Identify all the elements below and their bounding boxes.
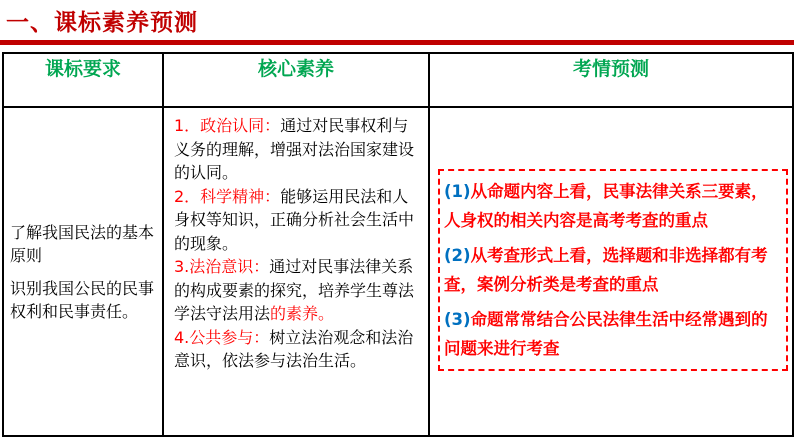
literacy-label: 2．科学精神： (174, 186, 281, 206)
literacy-item (174, 255, 422, 326)
requirement-item: 了解我国民法的基本原则 (10, 222, 155, 265)
forecast-text: 民事法律关系三要素，人身权的相关内容是高考考查的重点 (444, 181, 768, 230)
literacy-text: 通过对民事法律关系的构成要素的探究，培养学生尊法学法守法用法 (174, 257, 415, 323)
header-requirements: 课标要求 (3, 53, 163, 107)
forecast-prefix: (1) (444, 181, 471, 201)
table-header-row (3, 53, 793, 107)
page-title: 一、课标素养预测 (6, 10, 198, 36)
literacy-text-highlight: 的素养。 (270, 304, 335, 323)
literacy-text: 树立法治观念和法治意识，依法参与法治生活。 (174, 327, 414, 370)
literacy-item (174, 114, 422, 185)
forecast-lead: 从命题内容上看， (470, 181, 603, 201)
literacy-text: 通过对民事权利与义务的理解，增强对法治国家建设的认同。 (174, 116, 415, 182)
forecast-text: 选择题和非选择都有考查，案例分析类是考查的重点 (444, 245, 768, 294)
literacy-label: 1．政治认同： (174, 116, 281, 135)
literacy-text: 能够运用民法和人身权等知识，正确分析社会生活中的现象。 (174, 186, 415, 253)
literacy-item (174, 326, 422, 373)
literacy-label: 4.公共参与： (174, 327, 270, 347)
table-row (3, 107, 793, 436)
literacy-label: 3.法治意识： (174, 257, 270, 276)
requirement-item: 识别我国公民的民事权利和民事责任。 (10, 278, 155, 321)
literacy-item (174, 185, 422, 256)
forecast-prefix: (2) (444, 245, 471, 265)
curriculum-table (2, 52, 794, 437)
forecast-box (438, 169, 788, 371)
forecast-cell (429, 107, 793, 436)
forecast-lead: 从考查形式上看， (470, 245, 603, 265)
forecast-item (444, 305, 784, 363)
header-literacy: 核心素养 (163, 53, 429, 107)
literacy-cell (163, 107, 429, 436)
requirements-cell (3, 107, 163, 436)
forecast-item (444, 177, 784, 235)
header-forecast: 考情预测 (429, 53, 793, 107)
forecast-item (444, 241, 784, 299)
forecast-text: 命题常常结合公民法律生活中经常遇到的问题来进行考查 (444, 309, 768, 358)
title-underline (0, 40, 794, 45)
forecast-prefix: (3) (444, 309, 471, 329)
